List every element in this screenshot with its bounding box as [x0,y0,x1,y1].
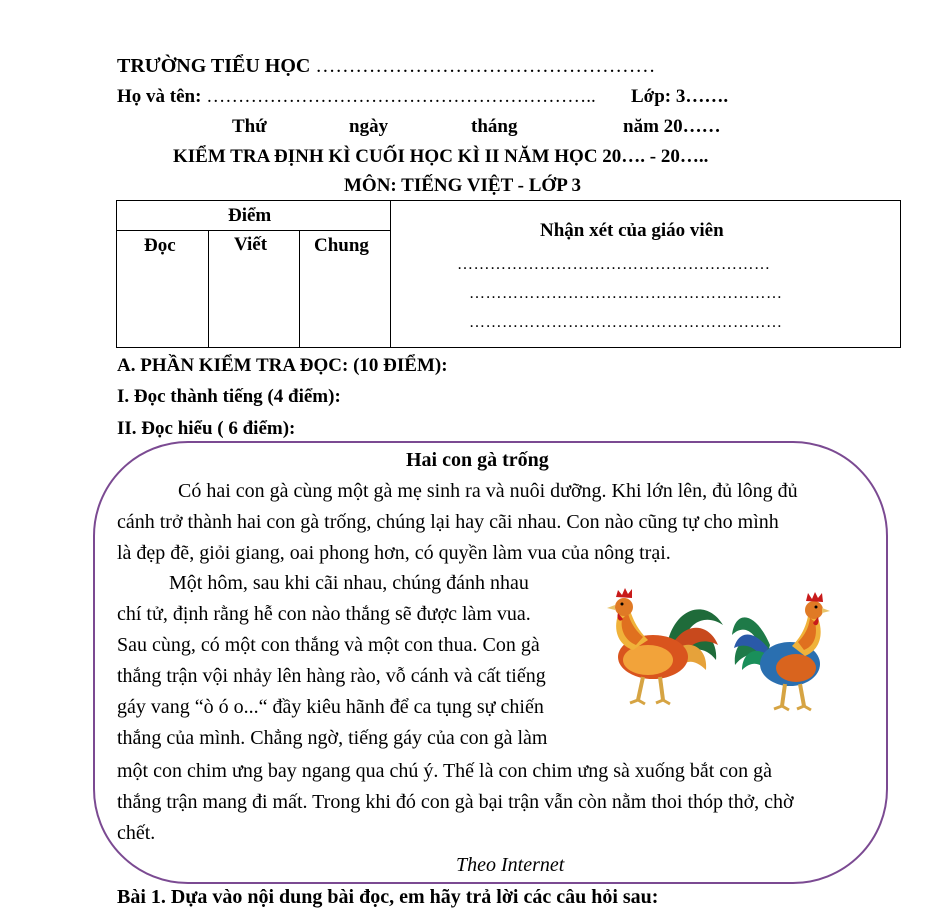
column-chung: Chung [314,235,369,256]
story-line: gáy vang “ò ó o...“ đầy kiêu hãnh để ca tụng sự chiến [117,696,544,718]
table-column-line [208,231,209,347]
date-nam: năm 20…… [623,116,721,137]
score-table [116,200,901,348]
comment-line: ………………………………………………… [457,256,771,273]
date-ngay: ngày [349,116,389,137]
date-thu: Thứ [232,116,267,137]
table-header-line [117,230,390,231]
comment-line: ………………………………………………… [469,285,783,302]
story-line: cánh trở thành hai con gà trống, chúng lại hay cãi nhau. Con nào cũng tự cho mình [117,511,779,533]
story-line: Có hai con gà cùng một gà mẹ sinh ra và nuôi dưỡng. Khi lớn lên, đủ lông đủ [178,480,798,502]
class-label: Lớp: 3……. [631,86,729,107]
column-viet: Viết [234,234,268,255]
date-thang: tháng [471,116,518,137]
story-line: chết. [117,822,156,844]
story-line: là đẹp đẽ, giỏi giang, oai phong hơn, có quyền làm vua của nông trại. [117,542,671,564]
subject-title: MÔN: TIẾNG VIỆT - LỚP 3 [344,175,582,196]
story-line: thắng trận mang đi mất. Trong khi đó con gà bại trận vẫn còn nằm thoi thóp thở, chờ [117,791,794,813]
exercise-1-heading: Bài 1. Dựa vào nội dung bài đọc, em hãy trả lời các câu hỏi sau: [117,886,659,908]
table-column-line [299,231,300,347]
column-doc: Đọc [144,235,176,256]
story-title: Hai con gà trống [406,449,549,471]
rooster-right-image [730,590,840,715]
story-line: Một hôm, sau khi cãi nhau, chúng đánh nhau [169,572,529,594]
story-line: chí tử, định rằng hễ con nào thắng sẽ được làm vua. [117,603,531,625]
school-dots: …………………………………………… [315,55,656,77]
student-name-dots: …………………………………………………….. [206,86,596,107]
student-name-label: Họ và tên: …………………………………………………….. [117,86,596,107]
part-a-heading: A. PHẦN KIỂM TRA ĐỌC: (10 ĐIỂM): [117,355,448,376]
school-label: TRƯỜNG TIỂU HỌC …………………………………………… [117,55,656,77]
comment-line: ………………………………………………… [469,314,783,331]
table-divider [390,201,391,347]
part-ii-heading: II. Đọc hiểu ( 6 điểm): [117,418,296,439]
story-source: Theo Internet [456,854,565,876]
score-header: Điểm [228,205,272,226]
story-line: Sau cùng, có một con thắng và một con thua. Con gà [117,634,540,656]
teacher-comment-header: Nhận xét của giáo viên [540,220,724,241]
part-i-heading: I. Đọc thành tiếng (4 điểm): [117,386,341,407]
rooster-left-image [598,585,728,710]
story-line: thắng của mình. Chẳng ngờ, tiếng gáy của con gà làm [117,727,548,749]
exam-title: KIỂM TRA ĐỊNH KÌ CUỐI HỌC KÌ II NĂM HỌC 20…. - 20….. [173,146,709,167]
story-line: thắng trận vội nhảy lên hàng rào, vỗ cánh và cất tiếng [117,665,546,687]
story-line: một con chim ưng bay ngang qua chú ý. Thế là con chim ưng sà xuống bắt con gà [117,760,773,782]
